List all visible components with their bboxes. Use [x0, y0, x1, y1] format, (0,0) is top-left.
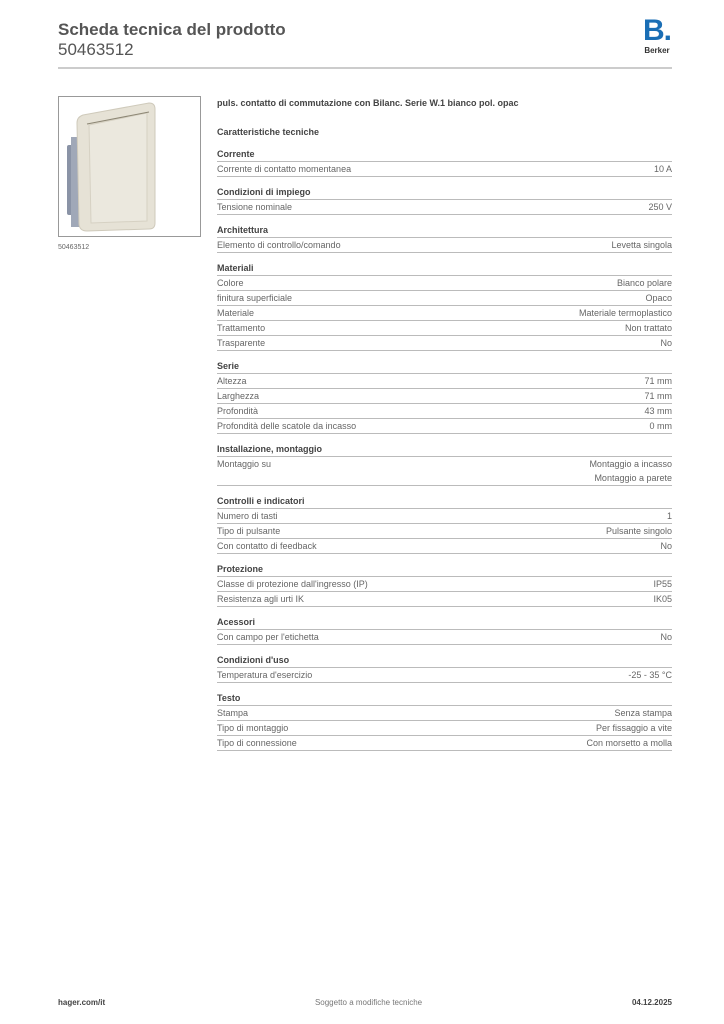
spec-row [217, 509, 672, 524]
spec-row [217, 321, 672, 336]
spec-row [217, 668, 672, 683]
spec-value: 1 [666, 510, 672, 521]
spec-label: Tipo di montaggio [217, 722, 289, 733]
spec-label: Tipo di connessione [217, 737, 297, 748]
spec-row [217, 306, 672, 321]
spec-section [217, 223, 672, 253]
spec-row [217, 389, 672, 404]
spec-label: Numero di tasti [217, 510, 278, 521]
spec-row [217, 336, 672, 351]
spec-section [217, 359, 672, 434]
spec-label: Temperatura d'esercizio [217, 669, 313, 680]
spec-row [217, 162, 672, 177]
footer-website: hager.com/it [58, 998, 106, 1007]
spec-label: Con campo per l'etichetta [217, 631, 319, 642]
spec-row [217, 592, 672, 607]
spec-section [217, 185, 672, 215]
spec-value: Opaco [645, 292, 672, 303]
logo-letter: B. [643, 14, 671, 47]
spec-section [217, 653, 672, 683]
spec-label: Classe di protezione dall'ingresso (IP) [217, 578, 368, 589]
spec-value: Montaggio a incasso Montaggio a parete [589, 458, 672, 483]
spec-label: Tensione nominale [217, 201, 293, 212]
section-heading: Materiali [217, 261, 672, 276]
section-heading: Architettura [217, 223, 672, 238]
spec-row [217, 457, 672, 486]
spec-label: Tipo di pulsante [217, 525, 281, 536]
spec-label: Trasparente [217, 337, 266, 348]
footer [58, 998, 672, 1007]
spec-section [217, 615, 672, 645]
spec-value: -25 - 35 °C [628, 669, 672, 680]
spec-row [217, 276, 672, 291]
section-heading: Protezione [217, 562, 672, 577]
spec-section [217, 261, 672, 351]
page-title: Scheda tecnica del prodotto [58, 20, 286, 39]
spec-label: Profondità [217, 405, 259, 416]
spec-value: 0 mm [649, 420, 672, 431]
spec-row [217, 200, 672, 215]
spec-row [217, 419, 672, 434]
spec-section [217, 691, 672, 751]
spec-label: Corrente di contatto momentanea [217, 163, 352, 174]
spec-row [217, 721, 672, 736]
spec-label: Larghezza [217, 390, 260, 401]
spec-section [217, 562, 672, 607]
spec-label: Materiale [217, 307, 255, 318]
section-heading: Acessori [217, 615, 672, 630]
spec-label: Elemento di controllo/comando [217, 239, 341, 250]
spec-label: Con contatto di feedback [217, 540, 317, 551]
spec-value: Pulsante singolo [605, 525, 672, 536]
spec-caption: Caratteristiche tecniche [217, 127, 320, 137]
spec-row [217, 630, 672, 645]
spec-label: Resistenza agli urti IK [217, 593, 305, 604]
spec-section [217, 442, 672, 486]
spec-label: Stampa [217, 707, 249, 718]
spec-row [217, 706, 672, 721]
section-heading: Installazione, montaggio [217, 442, 672, 457]
spec-label: Montaggio su [217, 458, 272, 469]
section-heading: Condizioni d'uso [217, 653, 672, 668]
spec-row [217, 524, 672, 539]
spec-row [217, 577, 672, 592]
spec-value: Senza stampa [614, 707, 672, 718]
section-heading: Corrente [217, 147, 672, 162]
spec-value: 43 mm [644, 405, 672, 416]
spec-value: 71 mm [644, 390, 672, 401]
spec-value: IP55 [653, 578, 672, 589]
spec-label: Colore [217, 277, 244, 288]
spec-label: Profondità delle scatole da incasso [217, 420, 357, 431]
spec-row [217, 404, 672, 419]
spec-value: 250 V [648, 201, 672, 212]
spec-row [217, 736, 672, 751]
spec-value: Con morsetto a molla [586, 737, 672, 748]
spec-value: Per fissaggio a vite [595, 722, 672, 733]
spec-row [217, 374, 672, 389]
section-heading: Testo [217, 691, 672, 706]
section-heading: Condizioni di impiego [217, 185, 672, 200]
spec-section [217, 147, 672, 177]
spec-value: No [660, 337, 672, 348]
spec-label: Trattamento [217, 322, 266, 333]
product-code: 50463512 [58, 40, 134, 59]
spec-value: Levetta singola [611, 239, 672, 250]
product-image [58, 96, 201, 237]
product-name: puls. contatto di commutazione con Bilanc. Serie W.1 bianco pol. opac [217, 98, 519, 108]
spec-value: Bianco polare [616, 277, 672, 288]
spec-row [217, 539, 672, 554]
spec-value: No [660, 540, 672, 551]
spec-value: IK05 [653, 593, 672, 604]
berker-logo [640, 16, 674, 56]
header-divider [58, 67, 672, 69]
spec-value: Materiale termoplastico [578, 307, 672, 318]
spec-content [217, 96, 672, 751]
spec-value: No [660, 631, 672, 642]
spec-row [217, 291, 672, 306]
footer-date: 04.12.2025 [631, 998, 672, 1007]
spec-value: Non trattato [624, 322, 672, 333]
footer-note: Soggetto a modifiche tecniche [314, 998, 423, 1007]
spec-value: 71 mm [644, 375, 672, 386]
section-heading: Controlli e indicatori [217, 494, 672, 509]
section-heading: Serie [217, 359, 672, 374]
logo-name: Berker [644, 46, 670, 55]
spec-section [217, 494, 672, 554]
image-caption: 50463512 [58, 244, 90, 251]
spec-label: finitura superficiale [217, 292, 293, 303]
spec-row [217, 238, 672, 253]
spec-label: Altezza [217, 375, 247, 386]
spec-value: 10 A [653, 163, 672, 174]
